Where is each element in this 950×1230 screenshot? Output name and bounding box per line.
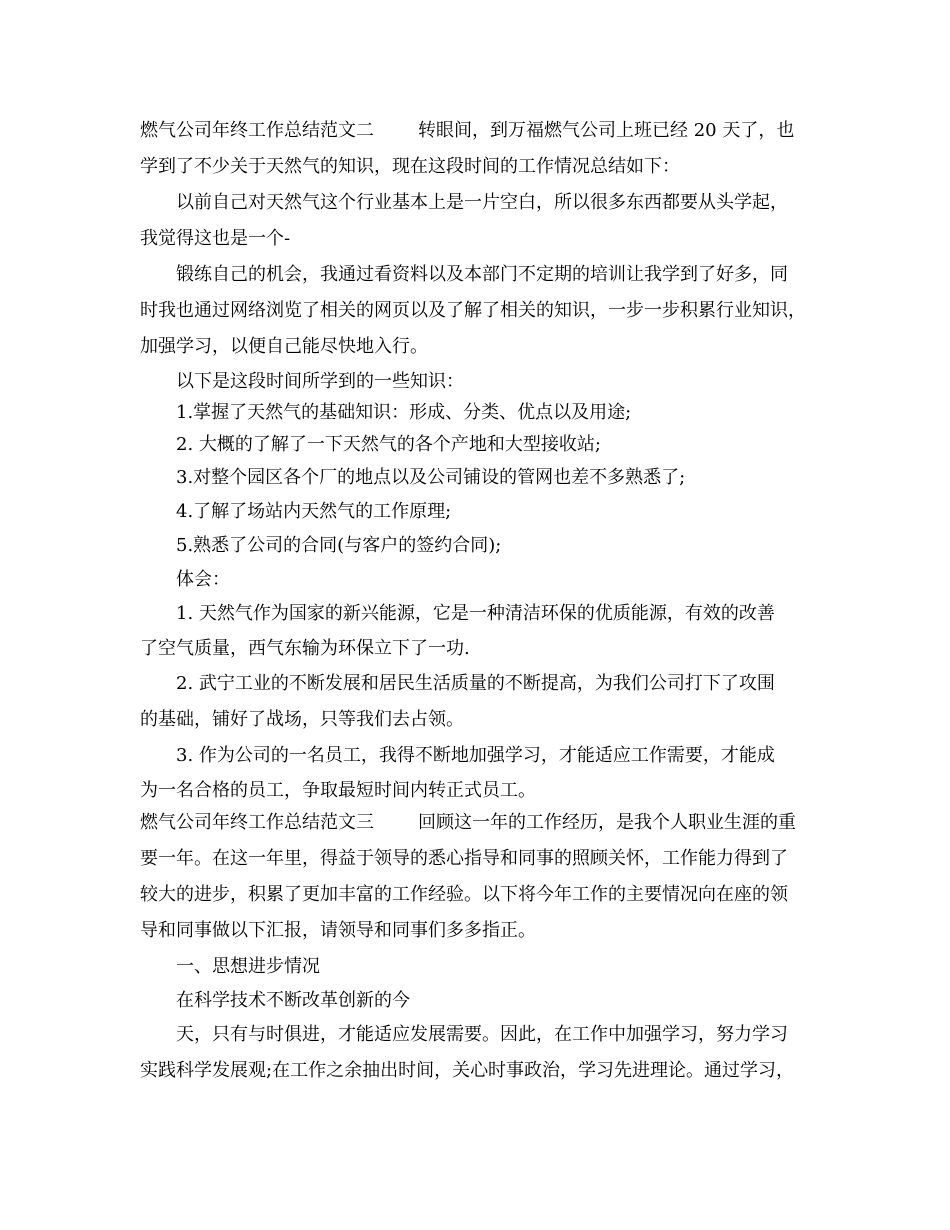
text-line: 天，只有与时俱进，才能适应发展需要。因此，在工作中加强学习，努力学习: [176, 1024, 788, 1045]
text-line: 我觉得这也是一个-: [140, 228, 291, 249]
text-line: 要一年。在这一年里，得益于领导的悉心指导和同事的照顾关怀，工作能力得到了: [140, 848, 788, 869]
section-heading-line: [140, 811, 796, 835]
text-line: 较大的进步，积累了更加丰富的工作经验。以下将今年工作的主要情况向在座的领: [140, 884, 788, 905]
list-item: 2. 武宁工业的不断发展和居民生活质量的不断提高，为我们公司打下了攻围: [176, 673, 775, 694]
text-line: 了空气质量，西气东输为环保立下了一功.: [140, 638, 470, 659]
list-item: 1.掌握了天然气的基础知识：形成、分类、优点以及用途;: [176, 402, 632, 423]
list-item: 3.对整个园区各个厂的地点以及公司铺设的管网也差不多熟悉了;: [176, 467, 686, 488]
text-line: 在科学技术不断改革创新的今: [176, 990, 410, 1011]
text-line: 以下是这段时间所学到的一些知识：: [176, 371, 464, 392]
list-item: 5.熟悉了公司的合同(与客户的签约合同);: [176, 535, 502, 556]
paragraph-text: 转眼间，到万福燃气公司上班已经 20 天了，也: [418, 120, 795, 141]
text-line: 实践科学发展观;在工作之余抽出时间，关心时事政治，学习先进理论。通过学习，: [140, 1060, 795, 1081]
text-line: 加强学习，以便自己能尽快地入行。: [140, 336, 428, 357]
text-line: 导和同事做以下汇报，请领导和同事们多多指正。: [140, 920, 536, 941]
text-line: 的基础，铺好了战场，只等我们去占领。: [140, 709, 464, 730]
paragraph-text: 回顾这一年的工作经历，是我个人职业生涯的重: [418, 812, 796, 833]
text-line: 锻练自己的机会，我通过看资料以及本部门不定期的培训让我学到了好多，同: [176, 264, 788, 285]
list-item: 4.了解了场站内天然气的工作原理;: [176, 501, 452, 522]
list-item: 1. 天然气作为国家的新兴能源，它是一种清洁环保的优质能源，有效的改善: [176, 603, 775, 624]
text-line: 学到了不少关于天然气的知识，现在这段时间的工作情况总结如下：: [140, 156, 680, 177]
subheading: 一、思想进步情况: [176, 956, 320, 977]
subheading: 体会：: [176, 569, 230, 590]
list-item: 3. 作为公司的一名员工，我得不断地加强学习，才能适应工作需要，才能成: [176, 745, 775, 766]
text-line: 为一名合格的员工，争取最短时间内转正式员工。: [140, 780, 536, 801]
section-heading: 燃气公司年终工作总结范文三: [140, 812, 374, 833]
section-heading-line: [140, 119, 794, 143]
section-heading: 燃气公司年终工作总结范文二: [140, 120, 374, 141]
list-item: 2. 大概的了解了一下天然气的各个产地和大型接收站;: [176, 434, 601, 455]
text-line: 以前自己对天然气这个行业基本上是一片空白，所以很多东西都要从头学起，: [176, 192, 788, 213]
text-line: 时我也通过网络浏览了相关的网页以及了解了相关的知识，一步一步积累行业知识，: [140, 300, 806, 321]
